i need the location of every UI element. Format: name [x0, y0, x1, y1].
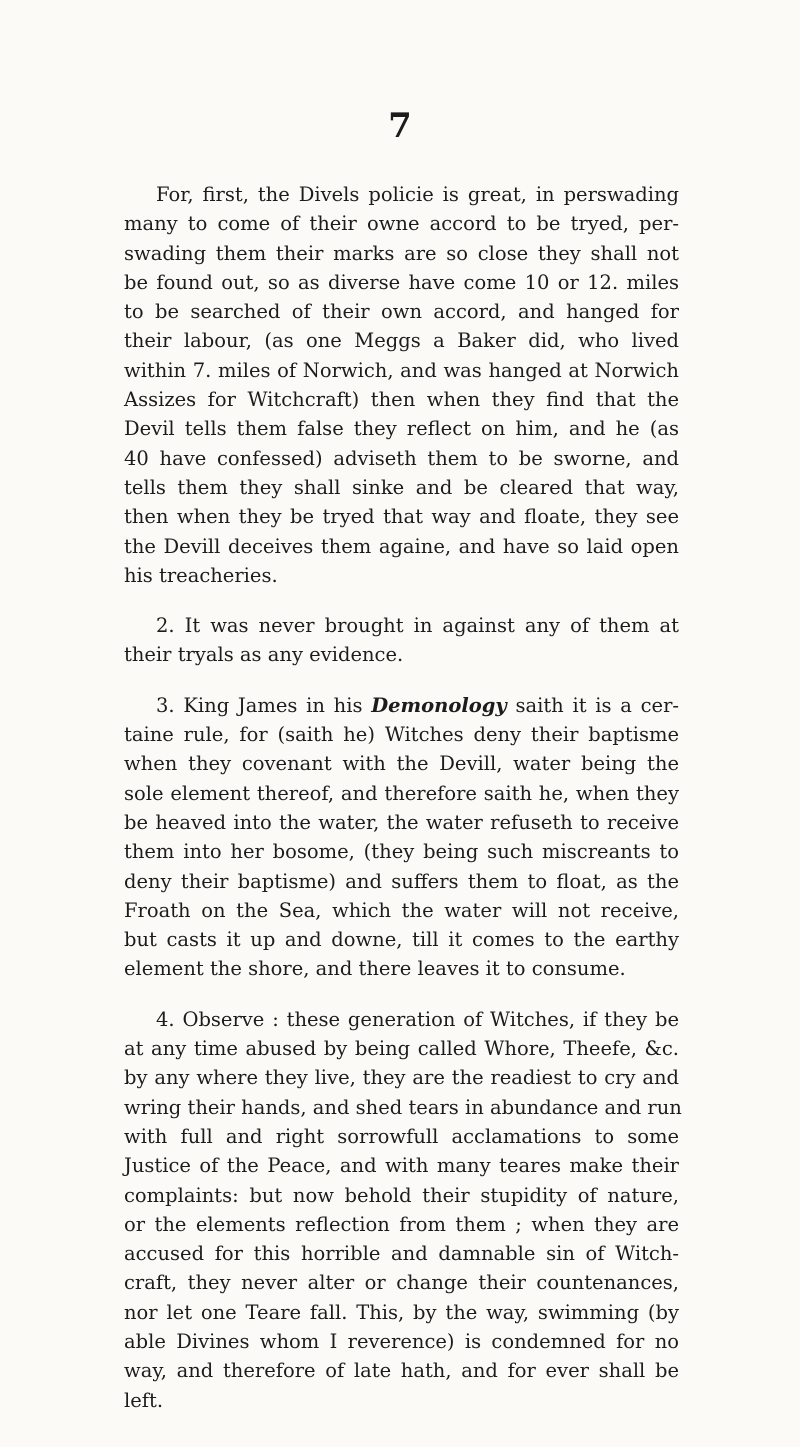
text-line: 40 have confessed) adviseth them to be sworne, and: [124, 446, 679, 470]
text-line: at any time abused by being called Whore, Theefe, &c.: [124, 1037, 679, 1061]
text-line: able Divines whom I reverence) is condemned for no: [124, 1329, 679, 1353]
text-line: Assizes for Witchcraft) then when they find that the: [124, 388, 679, 412]
text-line: For, first, the Divels policie is great, in perswading: [156, 183, 679, 206]
text-line: their tryals as any evidence.: [124, 643, 404, 667]
text-line: to be searched of their own accord, and hanged for: [124, 300, 679, 324]
text-line: wring their hands, and shed tears in abundance and run: [124, 1095, 682, 1119]
text-line: left.: [124, 1388, 164, 1412]
text-line: when they covenant with the Devill, water being the: [124, 752, 679, 776]
text-line: or the elements reflection from them ; when they are: [124, 1212, 679, 1236]
paragraph-1: [124, 180, 679, 590]
text-line: complaints: but now behold their stupidity of nature,: [124, 1183, 679, 1207]
text-line: Devil tells them false they reflect on him, and he (as: [124, 417, 679, 441]
text-line: but casts it up and downe, till it comes to the earthy: [124, 928, 679, 952]
text-line: [124, 691, 679, 720]
text-line: be found out, so as diverse have come 10 or 12. miles: [124, 270, 679, 294]
text-line: tells them they shall sinke and be cleared that way,: [124, 475, 679, 499]
text-line: within 7. miles of Norwich, and was hanged at Norwich: [124, 358, 679, 382]
text-fragment: 3. King James in his: [156, 693, 372, 717]
text-line: taine rule, for (saith he) Witches deny their baptisme: [124, 723, 679, 747]
text-line: then when they be tryed that way and floate, they see: [124, 505, 679, 529]
text-line: with full and right sorrowfull acclamations to some: [124, 1124, 679, 1148]
text-line: 4. Observe : these generation of Witches, if they be: [156, 1007, 679, 1031]
text-line: 2. It was never brought in against any of them at: [156, 614, 679, 638]
text-line: them into her bosome, (they being such miscreants to: [124, 840, 679, 864]
text-line: swading them their marks are so close they shall not: [124, 241, 679, 265]
text-line: many to come of their owne accord to be tryed, per-: [124, 212, 679, 236]
text-line: by any where they live, they are the readiest to cry and: [124, 1066, 679, 1090]
text-line: their labour, (as one Meggs a Baker did, who lived: [124, 329, 679, 353]
text-line: way, and therefore of late hath, and for ever shall be: [124, 1359, 679, 1383]
text-line: element the shore, and there leaves it to consume.: [124, 957, 626, 981]
paragraph-4: [124, 1005, 682, 1415]
paragraph-2: [124, 611, 679, 670]
book-title: Demonology: [371, 693, 507, 717]
text-line: sole element thereof, and therefore saith he, when they: [124, 781, 679, 805]
text-line: Froath on the Sea, which the water will not receive,: [124, 898, 679, 922]
text-line: deny their baptisme) and suffers them to float, as the: [124, 869, 679, 893]
text-line: craft, they never alter or change their countenances,: [124, 1271, 679, 1295]
text-line: his treacheries.: [124, 563, 278, 587]
text-line: accused for this horrible and damnable sin of Witch-: [124, 1242, 679, 1266]
text-line: the Devill deceives them againe, and have so laid open: [124, 534, 679, 558]
body-text: [124, 180, 682, 1415]
text-line: be heaved into the water, the water refuseth to receive: [124, 810, 679, 834]
text-line: Justice of the Peace, and with many teares make their: [124, 1154, 679, 1178]
text-fragment: saith it is a cer-: [506, 693, 679, 717]
paragraph-3: [124, 691, 679, 984]
text-line: nor let one Teare fall. This, by the way, swimming (by: [124, 1300, 679, 1324]
page-number: 7: [388, 106, 412, 146]
